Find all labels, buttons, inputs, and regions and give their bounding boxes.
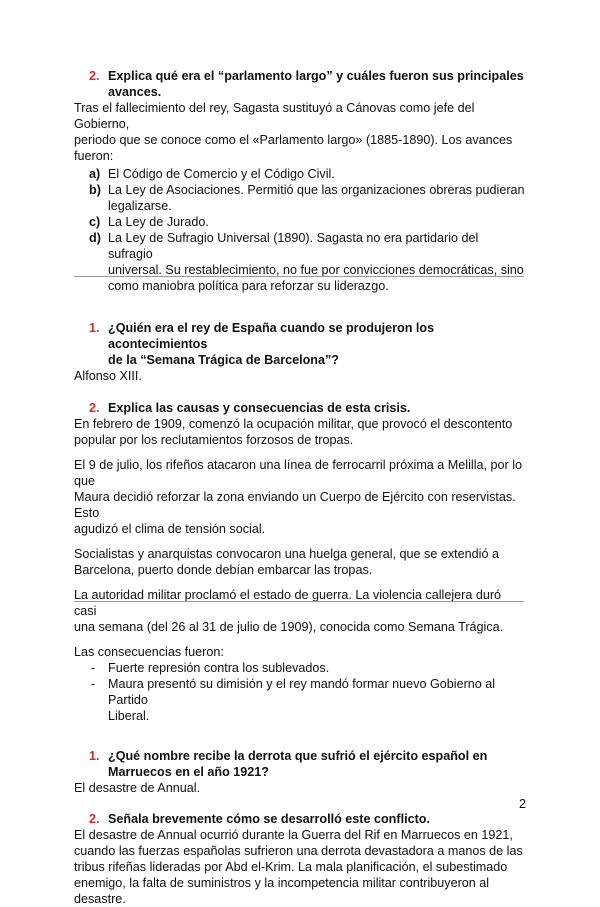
text-line: Barcelona, puerto donde debían embarcar las tropas. [74,563,373,577]
question-number: 2. [89,69,100,83]
list-item [74,214,526,230]
text-line: Maura presentó su dimisión y el rey mandó formar nuevo Gobierno al Partido [108,677,496,707]
consequences-list [74,660,526,724]
question-text-line: Explica las causas y consecuencias de esta crisis. [108,401,411,415]
answer-text: El desastre de Annual. [74,781,201,795]
list-marker: c) [89,215,101,229]
list-marker: b) [89,183,101,197]
text-line: La Ley de Jurado. [108,215,209,229]
text-line: La Ley de Asociaciones. Permitió que las organizaciones obreras pudieran [108,183,525,197]
page-number: 2 [518,797,526,811]
document-page [74,68,526,907]
answer-paragraph [74,416,526,448]
answer-paragraph [74,827,526,907]
question-text-line: Marruecos en el año 1921? [108,765,269,779]
text-line: periodo que se conoce como el «Parlamento largo» (1885-1890). Los avances [74,133,513,147]
list-marker: d) [89,231,101,245]
question-rey-semana-tragica [74,320,526,368]
text-line: enemigo, la falta de suministros y la incompetencia militar contribuyeron al desastre. [74,876,490,906]
answer-paragraph [74,457,526,537]
question-text-line: de la “Semana Trágica de Barcelona”? [108,353,339,367]
answer-text: Alfonso XIII. [74,369,142,383]
text-line: popular por los reclutamientos forzosos de tropas. [74,433,354,447]
question-causas-consecuencias [74,400,526,416]
text-line: Socialistas y anarquistas convocaron una huelga general, que se extendió a [74,547,499,561]
text-line: agudizó el clima de tensión social. [74,522,266,536]
answer-paragraph [74,587,526,635]
consequences-intro: Las consecuencias fueron: [74,645,224,659]
question-number: 2. [89,401,100,415]
text-line: La Ley de Sufragio Universal (1890). Sagasta no era partidario del sufragio [108,231,479,261]
question-parlamento-largo [74,68,526,100]
text-line: El desastre de Annual ocurrió durante la Guerra del Rif en Marruecos en 1921, [74,828,513,842]
question-number: 2. [89,812,100,826]
question-text-line: avances. [108,85,162,99]
text-line: tribus rifeñas lideradas por Abd el-Krim. La mala planificación, el subestimado [74,860,508,874]
text-line: una semana (del 26 al 31 de julio de 1909), conocida como Semana Trágica. [74,620,504,634]
question-desarrollo-conflicto [74,811,526,827]
list-item [74,182,526,214]
list-item [74,166,526,182]
list-marker: a) [89,167,101,181]
question-text-line: Señala brevemente cómo se desarrolló este conflicto. [108,812,430,826]
question-text-line: Explica qué era el “parlamento largo” y cuáles fueron sus principales [108,69,524,83]
section-divider [74,601,524,602]
text-line: Fuerte represión contra los sublevados. [108,661,330,675]
list-item [74,230,526,294]
question-derrota-1921 [74,748,526,780]
text-line: Tras el fallecimiento del rey, Sagasta sustituyó a Cánovas como jefe del Gobierno, [74,101,475,131]
section-divider [74,276,524,277]
text-line: universal. Su restablecimiento, no fue por convicciones democráticas, sino [108,263,524,277]
text-line: La autoridad militar proclamó el estado de guerra. La violencia callejera duró casi [74,588,502,618]
text-line: Liberal. [108,709,150,723]
list-marker: - [91,661,96,675]
list-item [74,676,526,724]
answer-paragraph [74,100,526,164]
text-line: legalizarse. [108,199,172,213]
text-line: El 9 de julio, los rifeños atacaron una línea de ferrocarril próxima a Melilla, por lo que [74,458,523,488]
text-line: Maura decidió reforzar la zona enviando un Cuerpo de Ejército con reservistas. Esto [74,490,516,520]
text-line: fueron: [74,149,114,163]
question-text-line: ¿Qué nombre recibe la derrota que sufrió el ejército español en [108,749,488,763]
text-line: como maniobra política para reforzar su liderazgo. [108,279,389,293]
list-item [74,660,526,676]
text-line: El Código de Comercio y el Código Civil. [108,167,335,181]
question-number: 1. [89,749,100,763]
avances-list [74,166,526,294]
question-text-line: ¿Quién era el rey de España cuando se produjeron los acontecimientos [108,321,435,351]
text-line: En febrero de 1909, comenzó la ocupación militar, que provocó el descontento [74,417,513,431]
text-line: cuando las fuerzas españolas sufrieron una derrota devastadora a manos de las [74,844,523,858]
list-marker: - [91,677,96,691]
answer-paragraph [74,546,526,578]
question-number: 1. [89,321,100,335]
